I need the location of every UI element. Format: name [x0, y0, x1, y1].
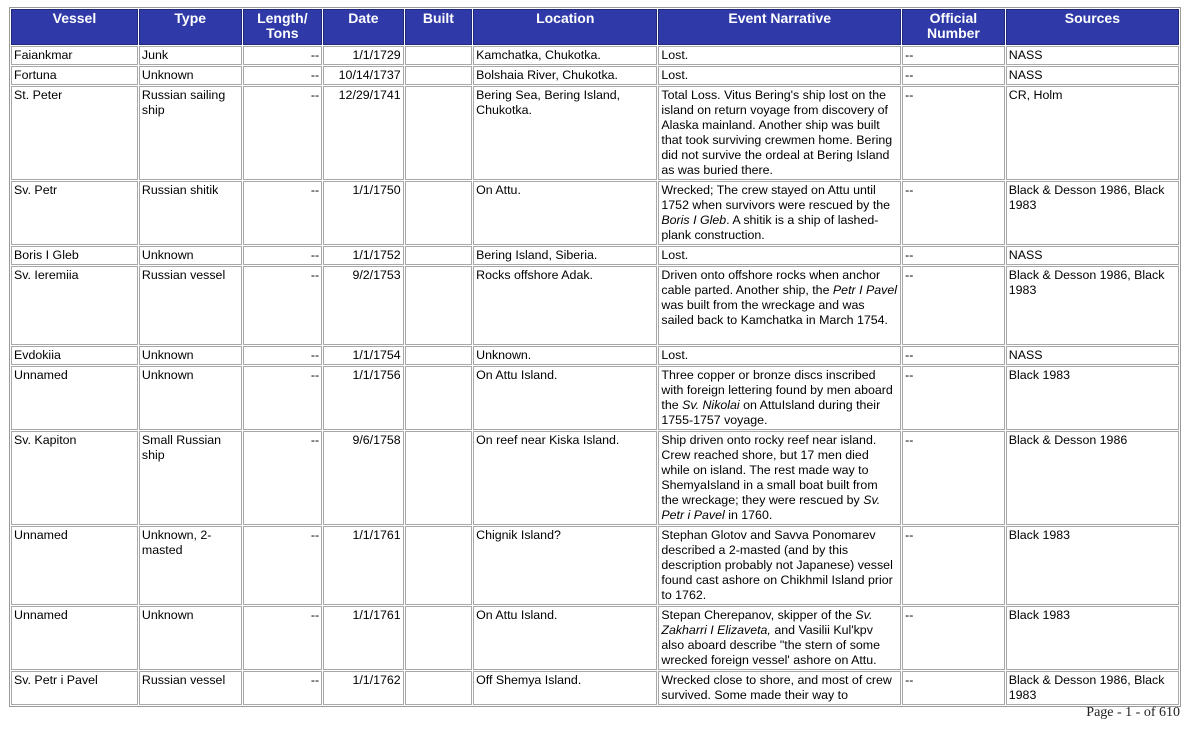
cell-date: 9/6/1758 [323, 431, 404, 525]
cell-event-narrative [658, 66, 901, 85]
cell-length-tons: -- [243, 671, 323, 705]
cell-date: 1/1/1761 [323, 526, 404, 605]
cell-built [405, 66, 472, 85]
cell-date: 1/1/1750 [323, 181, 404, 245]
narrative-segment: Lost. [661, 68, 689, 82]
cell-location: Off Shemya Island. [473, 671, 657, 705]
cell-date: 1/1/1756 [323, 366, 404, 430]
cell-date: 1/1/1752 [323, 246, 404, 265]
table-body [11, 46, 1179, 705]
cell-built [405, 431, 472, 525]
cell-sources: Black & Desson 1986, Black 1983 [1006, 671, 1179, 705]
column-header-official-number: Official Number [902, 9, 1005, 45]
table-row [11, 671, 1179, 705]
narrative-segment: Sv. Nikolai [682, 398, 740, 412]
cell-official-number: -- [902, 431, 1005, 525]
cell-built [405, 181, 472, 245]
cell-location: On Attu. [473, 181, 657, 245]
cell-vessel: Boris I Gleb [11, 246, 138, 265]
cell-location: Unknown. [473, 346, 657, 365]
cell-date: 12/29/1741 [323, 86, 404, 180]
cell-vessel: Sv. Petr i Pavel [11, 671, 138, 705]
cell-location: Bering Sea, Bering Island, Chukotka. [473, 86, 657, 180]
cell-sources: NASS [1006, 46, 1179, 65]
cell-official-number: -- [902, 606, 1005, 670]
cell-date: 1/1/1754 [323, 346, 404, 365]
cell-official-number: -- [902, 366, 1005, 430]
cell-official-number: -- [902, 46, 1005, 65]
column-header-sources: Sources [1006, 9, 1179, 45]
narrative-segment: Boris I Gleb [661, 213, 727, 227]
cell-sources: Black & Desson 1986, Black 1983 [1006, 266, 1179, 345]
cell-official-number: -- [902, 526, 1005, 605]
cell-event-narrative [658, 246, 901, 265]
cell-location: Chignik Island? [473, 526, 657, 605]
narrative-segment: . A shitik is a ship of lashed-plank construction. [661, 213, 879, 242]
cell-sources: Black 1983 [1006, 606, 1179, 670]
table-row [11, 46, 1179, 65]
narrative-segment: Petr I Pavel [832, 283, 897, 297]
narrative-segment: Wrecked close to shore, and most of crew survived. Some made their way to [661, 673, 892, 702]
cell-vessel: Sv. Petr [11, 181, 138, 245]
cell-event-narrative [658, 606, 901, 670]
cell-built [405, 86, 472, 180]
cell-type: Unknown [139, 606, 242, 670]
cell-vessel: Unnamed [11, 606, 138, 670]
table-row [11, 366, 1179, 430]
cell-vessel: Evdokiia [11, 346, 138, 365]
cell-vessel: Sv. Kapiton [11, 431, 138, 525]
cell-sources: Black & Desson 1986, Black 1983 [1006, 181, 1179, 245]
cell-date: 1/1/1761 [323, 606, 404, 670]
cell-event-narrative [658, 671, 901, 705]
cell-type: Junk [139, 46, 242, 65]
column-header-length-tons: Length/ Tons [243, 9, 323, 45]
column-header-date: Date [323, 9, 404, 45]
cell-length-tons: -- [243, 526, 323, 605]
cell-event-narrative [658, 431, 901, 525]
cell-sources: CR, Holm [1006, 86, 1179, 180]
cell-sources: Black & Desson 1986 [1006, 431, 1179, 525]
cell-date: 10/14/1737 [323, 66, 404, 85]
table-row [11, 266, 1179, 345]
cell-type: Unknown [139, 366, 242, 430]
narrative-segment: Lost. [661, 48, 689, 62]
cell-location: Bering Island, Siberia. [473, 246, 657, 265]
table-row [11, 346, 1179, 365]
cell-built [405, 346, 472, 365]
cell-built [405, 46, 472, 65]
page-number: Page - 1 - of 610 [1086, 705, 1180, 720]
cell-event-narrative [658, 86, 901, 180]
cell-official-number: -- [902, 181, 1005, 245]
cell-length-tons: -- [243, 346, 323, 365]
column-header-vessel: Vessel [11, 9, 138, 45]
cell-event-narrative [658, 266, 901, 345]
column-header-event-narrative: Event Narrative [658, 9, 901, 45]
cell-type: Unknown [139, 66, 242, 85]
cell-type: Unknown [139, 346, 242, 365]
narrative-segment: Stephan Glotov and Savva Ponomarev described a 2-masted (and by this description probably not Japanese) vessel found cast ashore on Chikhmil Island prior to 1762. [661, 528, 893, 602]
cell-built [405, 606, 472, 670]
cell-date: 1/1/1762 [323, 671, 404, 705]
cell-official-number: -- [902, 671, 1005, 705]
cell-event-narrative [658, 181, 901, 245]
cell-event-narrative [658, 346, 901, 365]
narrative-segment: Total Loss. Vitus Bering's ship lost on the island on return voyage from discovery of Alaska mainland. Another ship was built that took surviving crewmen home. Bering did not survive the ordeal at Bering Island as was buried there. [661, 88, 893, 177]
cell-sources: NASS [1006, 246, 1179, 265]
narrative-segment: Lost. [661, 348, 689, 362]
narrative-segment: Ship driven onto rocky reef near island. Crew reached shore, but 17 men died while on island. The rest made way to ShemyaIsland in a small boat built from the wreckage; they were rescued by [661, 433, 878, 507]
table-row [11, 181, 1179, 245]
column-header-built: Built [405, 9, 472, 45]
narrative-segment: Sv. Petr i Pavel [661, 493, 881, 522]
table-row [11, 66, 1179, 85]
column-header-type: Type [139, 9, 242, 45]
cell-vessel: Unnamed [11, 366, 138, 430]
cell-location: Rocks offshore Adak. [473, 266, 657, 345]
cell-official-number: -- [902, 86, 1005, 180]
cell-event-narrative [658, 46, 901, 65]
cell-date: 1/1/1729 [323, 46, 404, 65]
cell-length-tons: -- [243, 246, 323, 265]
cell-length-tons: -- [243, 366, 323, 430]
cell-length-tons: -- [243, 431, 323, 525]
table-row [11, 526, 1179, 605]
cell-built [405, 246, 472, 265]
cell-length-tons: -- [243, 66, 323, 85]
table-row [11, 246, 1179, 265]
cell-vessel: Unnamed [11, 526, 138, 605]
cell-type: Unknown [139, 246, 242, 265]
cell-sources: Black 1983 [1006, 366, 1179, 430]
cell-type: Russian vessel [139, 266, 242, 345]
narrative-segment: Sv. Zakharri I Elizaveta, [661, 608, 873, 637]
table-row [11, 431, 1179, 525]
cell-official-number: -- [902, 266, 1005, 345]
narrative-segment: and Vasilii Kul'kpv also aboard describe "the stern of some wrecked foreign vessel' ashore on Attu. [661, 623, 880, 667]
shipwreck-table [9, 7, 1181, 707]
cell-type: Russian sailing ship [139, 86, 242, 180]
cell-official-number: -- [902, 246, 1005, 265]
cell-location: On Attu Island. [473, 366, 657, 430]
cell-type: Russian vessel [139, 671, 242, 705]
cell-official-number: -- [902, 346, 1005, 365]
column-header-location: Location [473, 9, 657, 45]
cell-sources: Black 1983 [1006, 526, 1179, 605]
cell-location: On reef near Kiska Island. [473, 431, 657, 525]
narrative-segment: Three copper or bronze discs inscribed with foreign lettering found by men aboard the [661, 368, 893, 412]
cell-date: 9/2/1753 [323, 266, 404, 345]
cell-built [405, 526, 472, 605]
cell-vessel: Fortuna [11, 66, 138, 85]
cell-sources: NASS [1006, 66, 1179, 85]
cell-sources: NASS [1006, 346, 1179, 365]
cell-built [405, 266, 472, 345]
table-header-row [11, 9, 1179, 45]
cell-length-tons: -- [243, 86, 323, 180]
cell-location: On Attu Island. [473, 606, 657, 670]
cell-official-number: -- [902, 66, 1005, 85]
cell-length-tons: -- [243, 181, 323, 245]
table-row [11, 86, 1179, 180]
cell-location: Bolshaia River, Chukotka. [473, 66, 657, 85]
cell-location: Kamchatka, Chukotka. [473, 46, 657, 65]
cell-built [405, 671, 472, 705]
cell-type: Unknown, 2-masted [139, 526, 242, 605]
cell-length-tons: -- [243, 46, 323, 65]
narrative-segment: was built from the wreckage and was sailed back to Kamchatka in March 1754. [661, 298, 888, 327]
cell-length-tons: -- [243, 266, 323, 345]
cell-type: Small Russian ship [139, 431, 242, 525]
narrative-segment: Driven onto offshore rocks when anchor cable parted. Another ship, the [661, 268, 881, 297]
cell-built [405, 366, 472, 430]
cell-length-tons: -- [243, 606, 323, 670]
cell-type: Russian shitik [139, 181, 242, 245]
cell-vessel: Faiankmar [11, 46, 138, 65]
narrative-segment: Lost. [661, 248, 689, 262]
cell-event-narrative [658, 526, 901, 605]
cell-vessel: Sv. Ieremiia [11, 266, 138, 345]
narrative-segment: Stepan Cherepanov, skipper of the [661, 608, 856, 622]
cell-event-narrative [658, 366, 901, 430]
narrative-segment: Wrecked; The crew stayed on Attu until 1752 when survivors were rescued by the [661, 183, 891, 212]
cell-vessel: St. Peter [11, 86, 138, 180]
narrative-segment: in 1760. [724, 508, 773, 522]
table-row [11, 606, 1179, 670]
narrative-segment: on AttuIsland during their 1755-1757 voyage. [661, 398, 881, 427]
